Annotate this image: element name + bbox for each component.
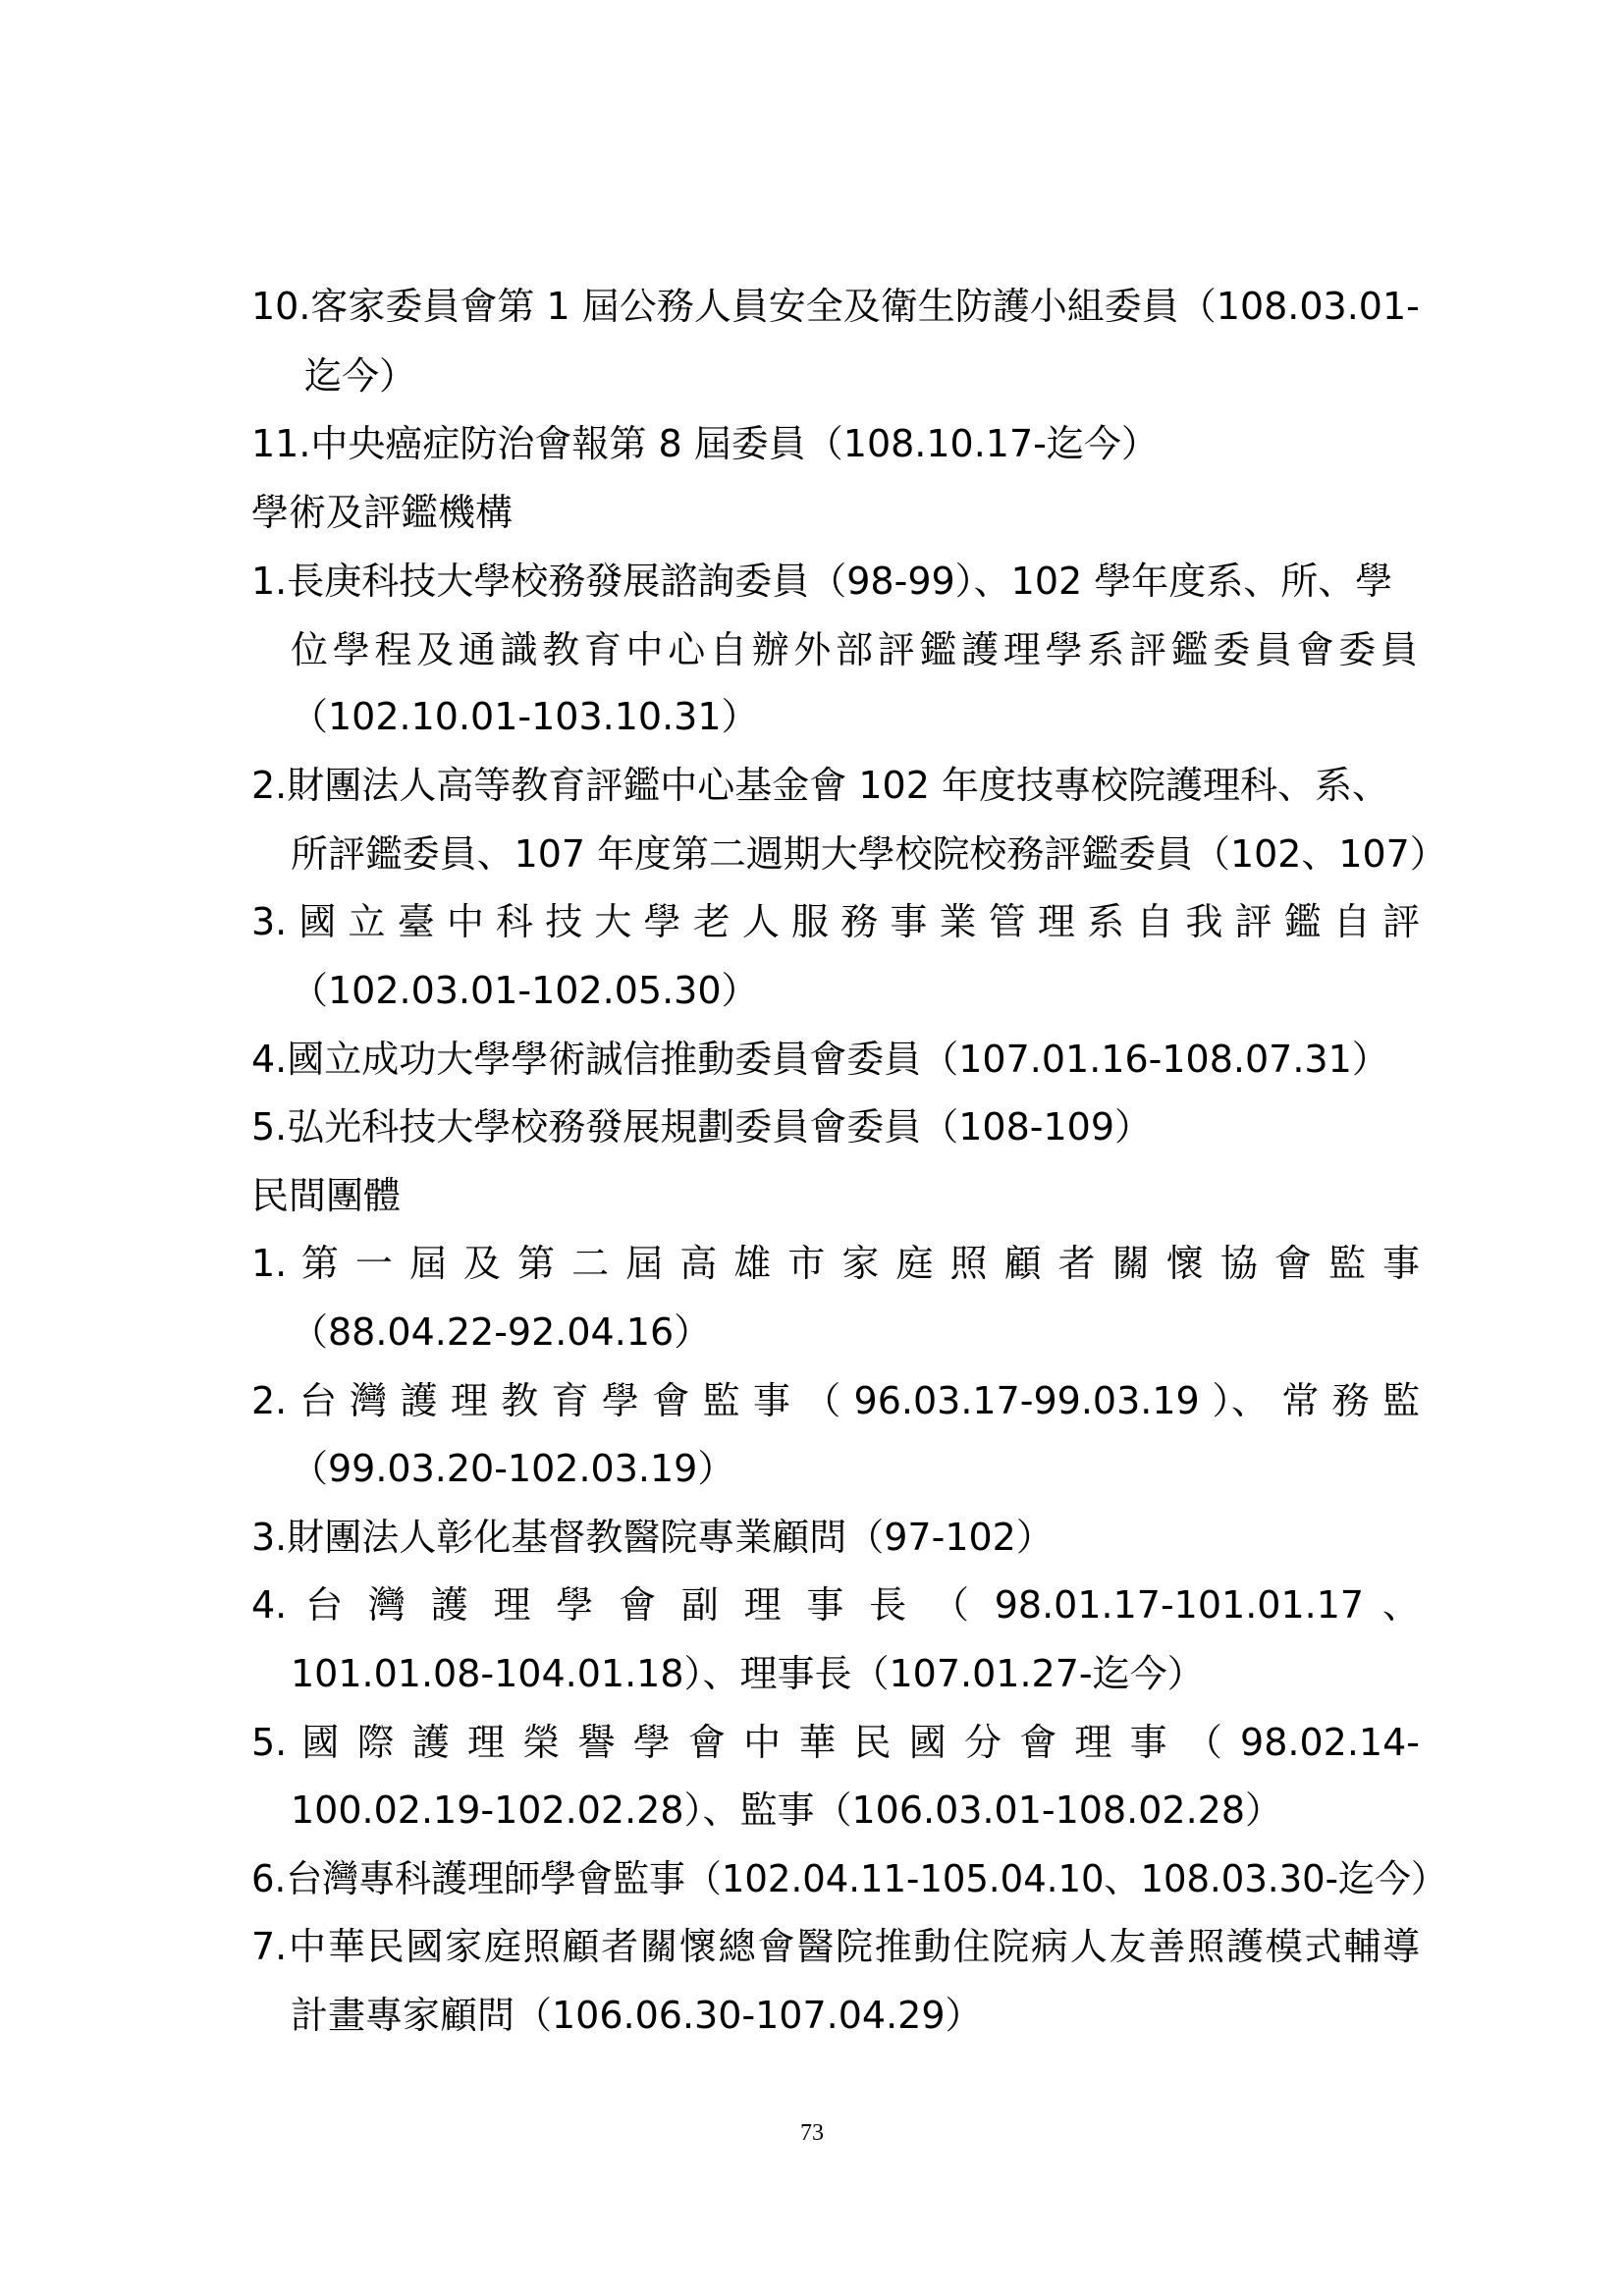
text-line: 計畫專家顧問（106.06.30-107.04.29）	[291, 1994, 983, 2037]
text-line: 位學程及通識教育中心自辦外部評鑑護理學系評鑑委員會委員	[291, 628, 1418, 671]
text-line: （102.10.01-103.10.31）	[291, 695, 759, 738]
section-heading: 學術及評鑑機構	[251, 491, 514, 534]
text-line: 101.01.08-104.01.18）、理事長（107.01.27-迄今）	[291, 1652, 1205, 1695]
section-heading: 民間團體	[251, 1174, 402, 1217]
page-number: 73	[800, 2120, 824, 2146]
text-line: 10.客家委員會第 1 屆公務人員安全及衛生防護小組委員（108.03.01-	[251, 285, 1420, 328]
text-line: 4. 台 灣 護 理 學 會 副 理 事 長 （ 98.01.17-101.01.17 、	[251, 1583, 1420, 1627]
text-line: 3.財團法人彰化基督教醫院專業顧問（97-102）	[251, 1516, 1054, 1559]
text-line: （88.04.22-92.04.16）	[291, 1310, 712, 1354]
text-line: 6.台灣專科護理師學會監事（102.04.11-105.04.10、108.03.30-迄今）	[251, 1857, 1447, 1900]
text-line: （99.03.20-102.03.19）	[291, 1447, 735, 1490]
text-line: 1. 第 一 屆 及 第 二 屆 高 雄 市 家 庭 照 顧 者 關 懷 協 會 監 事	[251, 1242, 1420, 1285]
text-line: 2. 台 灣 護 理 教 育 學 會 監 事 （ 96.03.17-99.03.19 ）、 常 務 監	[251, 1379, 1420, 1422]
text-line: 3. 國 立 臺 中 科 技 大 學 老 人 服 務 事 業 管 理 系 自 我 評 鑑 自 評	[251, 900, 1420, 943]
text-line: 5.弘光科技大學校務發展規劃委員會委員（108-109）	[251, 1105, 1153, 1148]
text-line: 11.中央癌症防治會報第 8 屆委員（108.10.17-迄今）	[251, 422, 1159, 465]
text-line: 迄今）	[304, 354, 417, 398]
text-line: 100.02.19-102.02.28）、監事（106.03.01-108.02.28）	[291, 1789, 1283, 1832]
text-line: 2.財團法人高等教育評鑑中心基金會 102 年度技專校院護理科、系、	[251, 764, 1389, 807]
text-line: 5. 國 際 護 理 榮 譽 學 會 中 華 民 國 分 會 理 事 （ 98.02.14-	[251, 1721, 1420, 1764]
text-line: 7.中華民國家庭照顧者關懷總會醫院推動住院病人友善照護模式輔導	[251, 1925, 1420, 1968]
text-line: （102.03.01-102.05.30）	[291, 969, 759, 1012]
text-line: 1.長庚科技大學校務發展諮詢委員（98-99）、102 學年度系、所、學	[251, 560, 1393, 603]
text-line: 所評鑑委員、107 年度第二週期大學校院校務評鑑委員（102、107）	[291, 832, 1447, 876]
text-line: 4.國立成功大學學術誠信推動委員會委員（107.01.16-108.07.31）	[251, 1038, 1389, 1081]
